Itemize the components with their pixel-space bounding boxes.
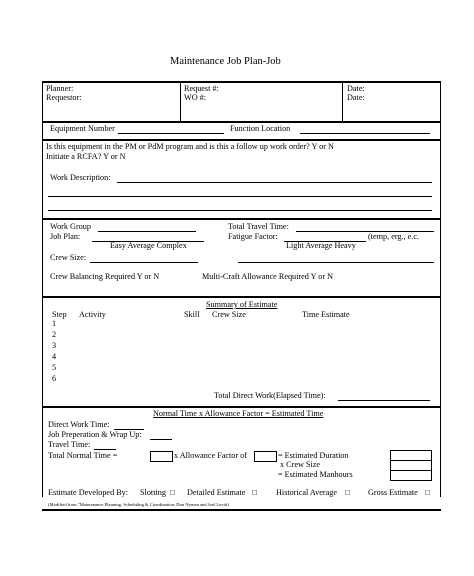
travel-time-field[interactable] — [94, 449, 116, 450]
fatigue-options: Light Average Heavy — [286, 241, 356, 250]
job-plan-label: Job Plan: — [50, 232, 81, 241]
work-group-section-bottom — [42, 296, 441, 298]
fatigue-factor-label: Fatigue Factor: — [228, 232, 278, 241]
estimated-manhours-box[interactable] — [390, 470, 432, 481]
date-label-1: Date: — [347, 84, 365, 93]
work-description-line-1[interactable] — [117, 182, 432, 183]
step-number: 1 — [52, 319, 57, 328]
gross-estimate-checkbox[interactable]: □ — [425, 488, 430, 497]
fatigue-suffix: (temp, erg., e.c. — [368, 232, 419, 241]
function-location-field[interactable] — [300, 133, 430, 134]
formula-title: Normal Time x Allowance Factor = Estimated Time — [153, 409, 324, 418]
date-label-2: Date: — [347, 93, 365, 102]
pm-section-bottom — [42, 218, 441, 220]
estimated-duration-label: = Estimated Duration — [278, 451, 349, 460]
total-travel-time-label: Total Travel Time: — [228, 222, 289, 231]
step-number: 3 — [52, 341, 57, 350]
job-plan-options: Easy Average Complex — [110, 241, 187, 250]
summary-title: Summary of Estimate — [206, 300, 278, 309]
requestor-label: Requestor: — [46, 93, 82, 102]
direct-work-time-label: Direct Work Time: — [48, 420, 110, 429]
work-group-field[interactable] — [98, 231, 196, 232]
slotting-checkbox[interactable]: □ — [170, 488, 175, 497]
crew-size-field-right[interactable] — [238, 262, 434, 263]
travel-time-label: Travel Time: — [48, 440, 91, 449]
crew-size-field[interactable] — [90, 262, 198, 263]
multi-craft-label: Multi-Craft Allowance Required Y or N — [202, 272, 334, 281]
step-number: 2 — [52, 330, 57, 339]
col-activity: Activity — [79, 310, 106, 319]
historical-average-option-label: Historical Average — [276, 488, 338, 497]
function-location-label: Function Location — [230, 124, 291, 133]
work-description-label: Work Description: — [50, 173, 111, 182]
estimate-developed-label: Estimate Developed By: — [48, 488, 129, 497]
col-step: Step — [52, 310, 67, 319]
work-description-line-2[interactable] — [48, 196, 432, 197]
step-number: 5 — [52, 363, 57, 372]
total-normal-time-box[interactable] — [150, 451, 173, 462]
total-direct-work-label: Total Direct Work(Elapsed Time): — [214, 391, 326, 400]
step-number: 4 — [52, 352, 57, 361]
estimated-manhours-label: = Estimated Manhours — [278, 470, 353, 479]
footnote: (Modified from "Maintenance Planning, Scheduling & Coordination, Don Nyman and Joel Levitt) — [48, 502, 229, 507]
historical-average-checkbox[interactable]: □ — [345, 488, 350, 497]
equipment-row-bottom — [42, 139, 441, 141]
rcfa-question: Initiate a RCFA? Y or N — [46, 152, 126, 161]
total-direct-work-field[interactable] — [338, 400, 430, 401]
col-crew-size: Crew Size — [212, 310, 246, 319]
work-group-label: Work Group — [50, 222, 91, 231]
detailed-estimate-checkbox[interactable]: □ — [252, 488, 257, 497]
page-title: Maintenance Job Plan-Job — [170, 56, 281, 67]
col-time-estimate: Time Estimate — [302, 310, 350, 319]
form-top-border — [42, 81, 441, 83]
job-prep-label: Job Preperation & Wrap Up: — [48, 430, 142, 439]
gross-estimate-option-label: Gross Estimate — [368, 488, 418, 497]
crew-balancing-label: Crew Balancing Required Y or N — [50, 272, 160, 281]
job-prep-field[interactable] — [150, 439, 172, 440]
work-description-line-3[interactable] — [48, 210, 432, 211]
col-skill: Skill — [184, 310, 200, 319]
allowance-factor-label: x Allowance Factor of — [174, 451, 247, 460]
estimate-section-bottom — [42, 406, 441, 408]
total-normal-time-label: Total Normal Time = — [48, 451, 118, 460]
form-bottom-border — [42, 509, 441, 511]
pm-question: Is this equipment in the PM or PdM program and is this a follow up work order? Y or N — [46, 142, 334, 151]
crew-size-multiplier-label: x Crew Size — [280, 460, 321, 469]
request-number-label: Request #: — [184, 84, 219, 93]
detailed-estimate-option-label: Detailed Estimate — [187, 488, 246, 497]
header-divider-2 — [342, 81, 343, 121]
header-bottom-border — [42, 121, 441, 123]
slotting-option-label: Slotting — [140, 488, 166, 497]
allowance-factor-box[interactable] — [254, 451, 277, 462]
header-divider-1 — [180, 81, 181, 121]
crew-size-label: Crew Size: — [50, 253, 87, 262]
planner-label: Planner: — [46, 84, 74, 93]
equipment-number-field[interactable] — [118, 133, 224, 134]
equipment-number-label: Equipment Number — [50, 124, 115, 133]
form-border-left — [42, 81, 43, 497]
form-border-right — [440, 81, 441, 497]
wo-number-label: WO #: — [184, 93, 207, 102]
step-number: 6 — [52, 374, 57, 383]
